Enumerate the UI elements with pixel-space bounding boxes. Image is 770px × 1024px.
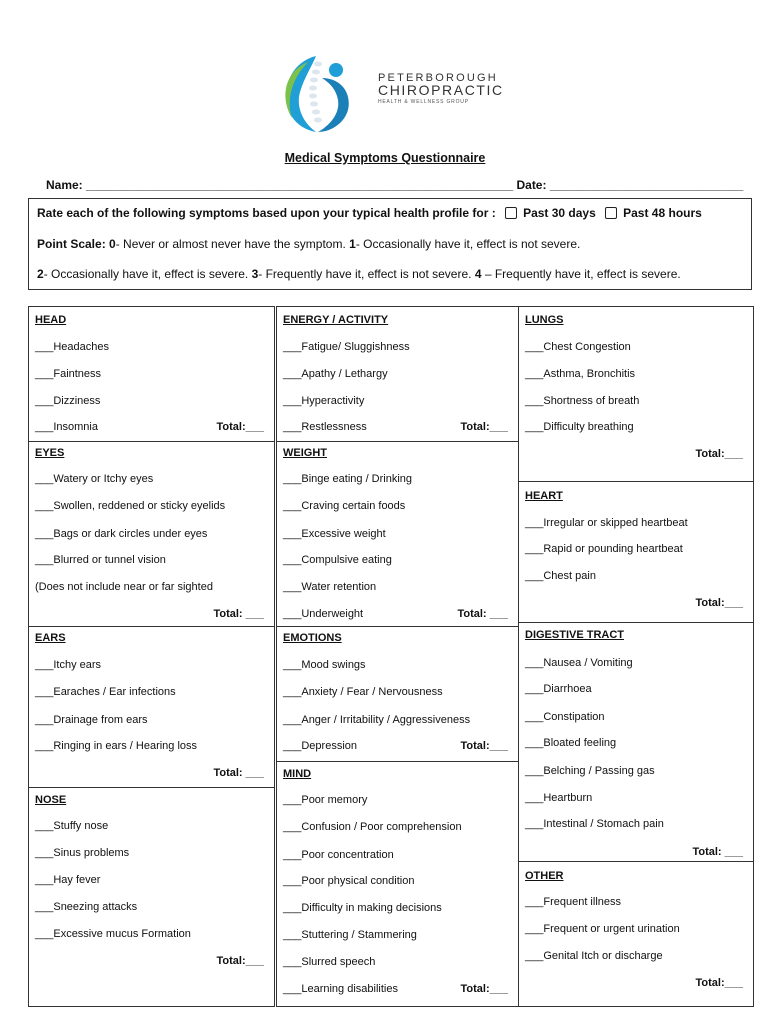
symptom-item[interactable]: ___Stuffy nose bbox=[35, 820, 109, 832]
scale-4-num: 4 bbox=[474, 267, 482, 281]
past-30-days-checkbox[interactable] bbox=[505, 207, 517, 219]
symptom-item[interactable]: ___Insomnia bbox=[35, 421, 98, 433]
symptom-item[interactable]: ___Stuttering / Stammering bbox=[283, 929, 417, 941]
section-total[interactable]: Total: ___ bbox=[213, 767, 264, 779]
section-title: NOSE bbox=[35, 794, 67, 806]
past-48-hours-label: Past 48 hours bbox=[623, 206, 702, 220]
section-total[interactable]: Total: ___ bbox=[213, 608, 264, 620]
symptom-item[interactable]: ___Sinus problems bbox=[35, 847, 130, 859]
symptom-item[interactable]: ___Belching / Passing gas bbox=[525, 765, 655, 777]
point-scale-line-1 bbox=[37, 237, 580, 251]
symptom-item[interactable]: ___Faintness bbox=[35, 368, 102, 380]
spine-logo-icon bbox=[278, 48, 368, 136]
symptom-item[interactable]: ___Confusion / Poor comprehension bbox=[283, 821, 462, 833]
logo-line3: HEALTH & WELLNESS GROUP bbox=[378, 99, 469, 105]
section-eyes bbox=[28, 441, 275, 627]
section-head bbox=[28, 306, 275, 442]
symptom-item[interactable]: ___Watery or Itchy eyes bbox=[35, 473, 154, 485]
clinic-logo bbox=[278, 48, 504, 136]
section-title: HEAD bbox=[35, 314, 67, 326]
section-title: DIGESTIVE TRACT bbox=[525, 629, 625, 641]
symptom-item[interactable]: ___Poor memory bbox=[283, 794, 368, 806]
symptom-item[interactable]: ___Swollen, reddened or sticky eyelids bbox=[35, 500, 226, 512]
section-nose bbox=[28, 787, 275, 1007]
symptom-item[interactable]: ___Frequent illness bbox=[525, 896, 622, 908]
symptom-item[interactable]: ___Chest Congestion bbox=[525, 341, 631, 353]
scale-label: Point Scale: 0 bbox=[37, 237, 116, 251]
symptom-item[interactable]: ___Frequent or urgent urination bbox=[525, 923, 680, 935]
symptom-item[interactable]: ___Intestinal / Stomach pain bbox=[525, 818, 664, 830]
symptom-item[interactable]: ___Excessive weight bbox=[283, 528, 386, 540]
section-total[interactable]: Total: ___ bbox=[692, 846, 743, 858]
symptom-item[interactable]: ___Difficulty breathing bbox=[525, 421, 634, 433]
form-title: Medical Symptoms Questionnaire bbox=[284, 151, 486, 165]
symptom-item[interactable]: ___Headaches bbox=[35, 341, 110, 353]
section-energy-activity bbox=[276, 306, 519, 442]
symptom-item[interactable]: ___Slurred speech bbox=[283, 956, 376, 968]
section-total[interactable]: Total:___ bbox=[695, 597, 743, 609]
symptom-item[interactable]: ___Sneezing attacks bbox=[35, 901, 138, 913]
scale-3-num: 3 bbox=[251, 267, 259, 281]
symptom-item[interactable]: ___Constipation bbox=[525, 711, 605, 723]
symptom-item[interactable]: ___Difficulty in making decisions bbox=[283, 902, 442, 914]
section-weight bbox=[276, 441, 519, 627]
symptom-item[interactable]: ___Earaches / Ear infections bbox=[35, 686, 176, 698]
symptom-item[interactable]: ___Underweight bbox=[283, 608, 364, 620]
symptom-item[interactable]: ___Poor concentration bbox=[283, 849, 394, 861]
rating-instructions-box bbox=[28, 198, 752, 290]
section-emotions bbox=[276, 626, 519, 762]
section-title: ENERGY / ACTIVITY bbox=[283, 314, 389, 326]
symptom-item[interactable]: ___Hyperactivity bbox=[283, 395, 365, 407]
symptom-item[interactable]: ___Bloated feeling bbox=[525, 737, 617, 749]
symptom-item[interactable]: ___Bags or dark circles under eyes bbox=[35, 528, 208, 540]
section-total[interactable]: Total:___ bbox=[460, 421, 508, 433]
symptom-item[interactable]: ___Shortness of breath bbox=[525, 395, 640, 407]
symptom-item[interactable]: ___Apathy / Lethargy bbox=[283, 368, 388, 380]
rate-prompt: Rate each of the following symptoms based upon your typical health profile for : bbox=[37, 206, 496, 220]
symptom-item[interactable]: ___Rapid or pounding heartbeat bbox=[525, 543, 683, 555]
symptom-item[interactable]: ___Water retention bbox=[283, 581, 377, 593]
symptom-item[interactable]: ___Poor physical condition bbox=[283, 875, 415, 887]
section-total[interactable]: Total: ___ bbox=[457, 608, 508, 620]
name-date-line[interactable]: Name: ________________________________________________________________ Date: _____________________________ bbox=[46, 178, 744, 192]
section-title: EMOTIONS bbox=[283, 632, 342, 644]
logo-line1: PETERBOROUGH bbox=[378, 72, 498, 84]
symptom-item[interactable]: ___Genital Itch or discharge bbox=[525, 950, 663, 962]
symptom-item[interactable]: ___Hay fever bbox=[35, 874, 101, 886]
symptom-item[interactable]: ___Depression bbox=[283, 740, 357, 752]
logo-text bbox=[378, 72, 504, 108]
symptom-item[interactable]: ___Anxiety / Fear / Nervousness bbox=[283, 686, 443, 698]
symptom-item[interactable]: ___Anger / Irritability / Aggressiveness bbox=[283, 714, 471, 726]
scale-2-num: 2 bbox=[37, 267, 44, 281]
symptom-item[interactable]: ___Restlessness bbox=[283, 421, 367, 433]
symptom-note: (Does not include near or far sighted bbox=[35, 581, 213, 593]
section-total[interactable]: Total:___ bbox=[460, 983, 508, 995]
logo-line2: CHIROPRACTIC bbox=[378, 82, 504, 98]
section-lungs bbox=[518, 306, 754, 482]
section-total[interactable]: Total:___ bbox=[460, 740, 508, 752]
section-total[interactable]: Total:___ bbox=[695, 977, 743, 989]
section-heart bbox=[518, 481, 754, 623]
past-48-hours-checkbox[interactable] bbox=[605, 207, 617, 219]
symptom-item[interactable]: ___Compulsive eating bbox=[283, 554, 392, 566]
section-title: EARS bbox=[35, 632, 66, 644]
symptom-item[interactable]: ___Mood swings bbox=[283, 659, 366, 671]
section-title: LUNGS bbox=[525, 314, 564, 326]
section-title: MIND bbox=[283, 768, 312, 780]
rate-prompt-line bbox=[37, 206, 702, 220]
symptom-item[interactable]: ___Fatigue/ Sluggishness bbox=[283, 341, 410, 353]
section-ears bbox=[28, 626, 275, 788]
section-total[interactable]: Total:___ bbox=[216, 421, 264, 433]
section-mind bbox=[276, 761, 519, 1007]
symptom-item[interactable]: ___Craving certain foods bbox=[283, 500, 406, 512]
symptom-item[interactable]: ___Itchy ears bbox=[35, 659, 102, 671]
scale-0-text: - Never or almost never have the symptom. bbox=[115, 237, 350, 251]
symptom-item[interactable]: ___Binge eating / Drinking bbox=[283, 473, 413, 485]
section-total[interactable]: Total:___ bbox=[216, 955, 264, 967]
section-title: EYES bbox=[35, 447, 65, 459]
symptom-item[interactable]: ___Chest pain bbox=[525, 570, 596, 582]
scale-3-text: - Frequently have it, effect is not severe. bbox=[258, 267, 475, 281]
symptom-item[interactable]: ___Diarrhoea bbox=[525, 683, 592, 695]
symptom-item[interactable]: ___Ringing in ears / Hearing loss bbox=[35, 740, 198, 752]
symptom-item[interactable]: ___Heartburn bbox=[525, 792, 593, 804]
symptom-item[interactable]: ___Blurred or tunnel vision bbox=[35, 554, 166, 566]
section-title: OTHER bbox=[525, 870, 564, 882]
section-title: HEART bbox=[525, 490, 563, 502]
section-total[interactable]: Total:___ bbox=[695, 448, 743, 460]
symptom-item[interactable]: ___Dizziness bbox=[35, 395, 101, 407]
scale-2-text: - Occasionally have it, effect is severe. bbox=[43, 267, 252, 281]
scale-1-text: - Occasionally have it, effect is not severe. bbox=[355, 237, 581, 251]
symptom-item[interactable]: ___Nausea / Vomiting bbox=[525, 657, 633, 669]
section-other bbox=[518, 861, 754, 1007]
symptom-item[interactable]: ___Asthma, Bronchitis bbox=[525, 368, 636, 380]
point-scale-line-2 bbox=[37, 267, 681, 281]
symptom-item[interactable]: ___Drainage from ears bbox=[35, 714, 148, 726]
section-title: WEIGHT bbox=[283, 447, 327, 459]
symptom-item[interactable]: ___Learning disabilities bbox=[283, 983, 398, 995]
scale-1-num: 1 bbox=[349, 237, 356, 251]
scale-4-text: – Frequently have it, effect is severe. bbox=[481, 267, 681, 281]
symptom-item[interactable]: ___Excessive mucus Formation bbox=[35, 928, 191, 940]
past-30-days-label: Past 30 days bbox=[523, 206, 596, 220]
symptom-item[interactable]: ___Irregular or skipped heartbeat bbox=[525, 517, 688, 529]
section-digestive-tract bbox=[518, 622, 754, 862]
